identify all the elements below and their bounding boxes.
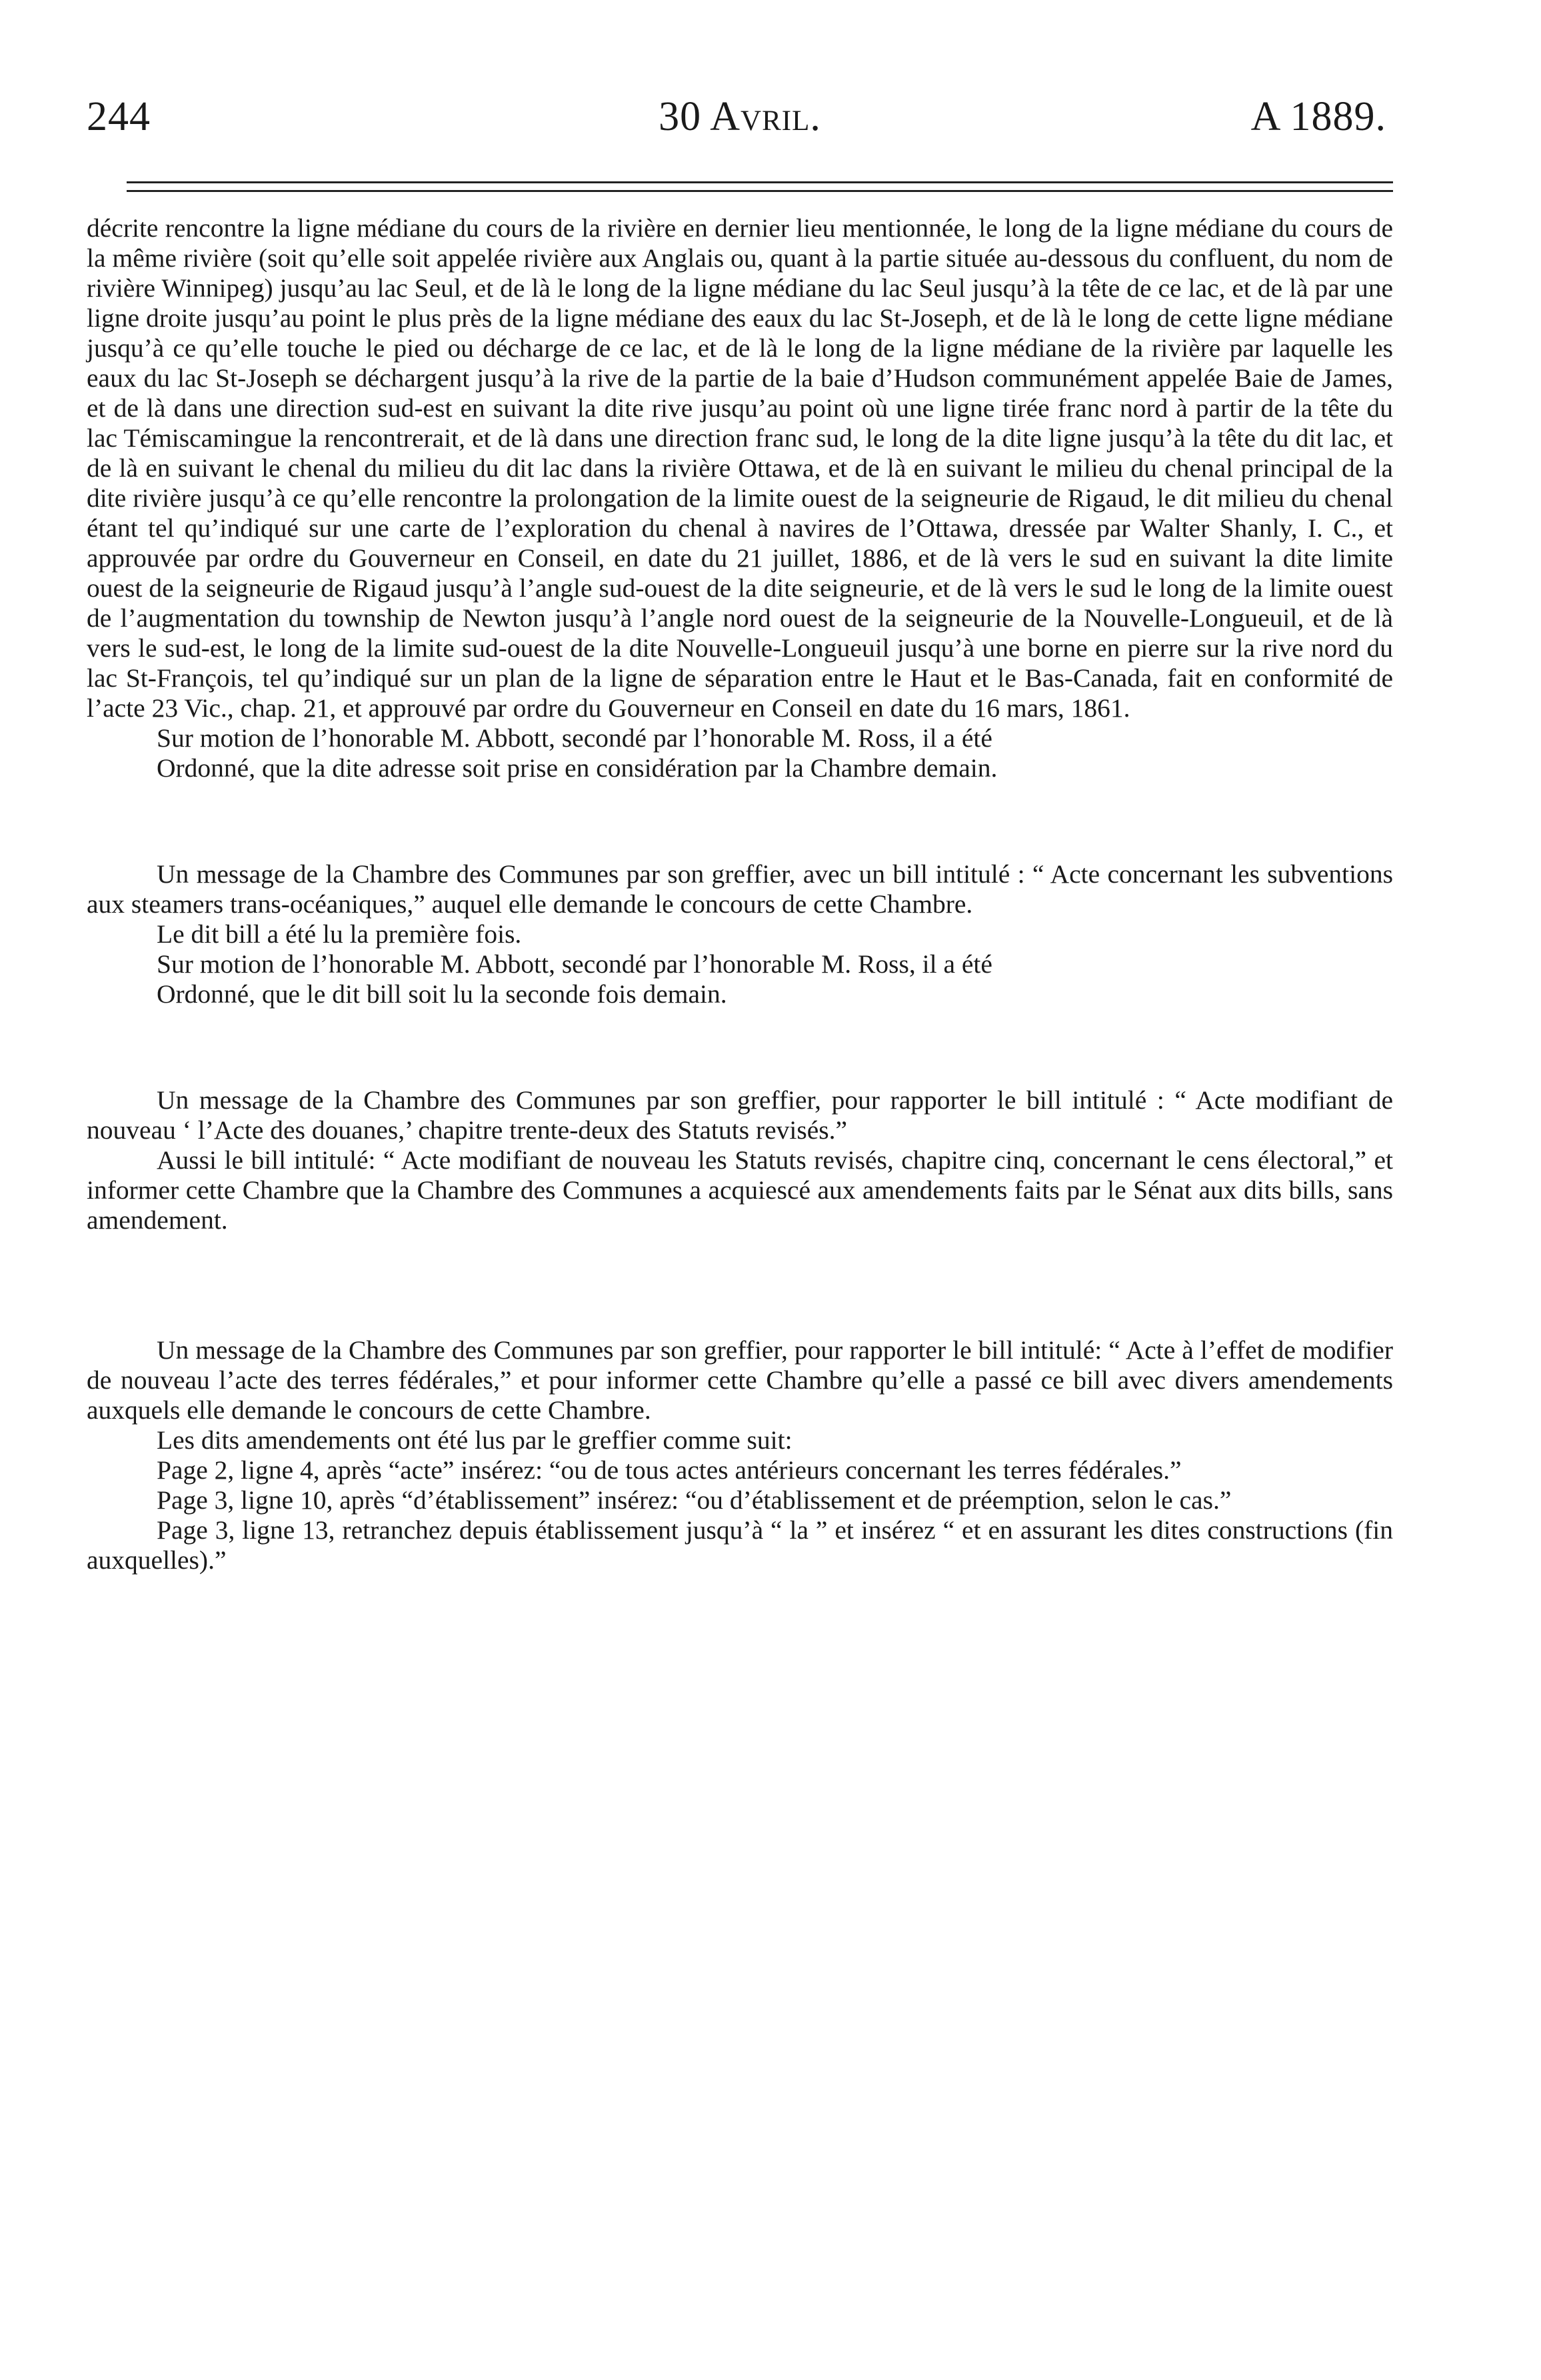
- paragraph-order: Ordonné, que la dite adresse soit prise en considération par la Chambre demain.: [157, 753, 998, 783]
- paragraph-motion-2: Sur motion de l’honorable M. Abbott, secondé par l’honorable M. Ross, il a été: [157, 949, 992, 979]
- paragraph-message-lands: Un message de la Chambre des Communes par son greffier, pour rapporter le bill intitulé: “ Acte à l’effet de modifier de nouveau l’acte des terres fédérales,” et pour informer cette Chambre qu’elle a passé ce bill avec divers amendements auxquels elle demande le concours de cette Chambre.: [87, 1335, 1393, 1425]
- paragraph-first-reading: Le dit bill a été lu la première fois.: [157, 919, 522, 949]
- page-number: 244: [87, 94, 151, 139]
- paragraph-amendments-read: Les dits amendements ont été lus par le greffier comme suit:: [157, 1425, 792, 1455]
- document-body: [87, 213, 1393, 1575]
- paragraph-message-bill: Un message de la Chambre des Communes par son greffier, avec un bill intitulé : “ Acte concernant les subventions aux steamers trans-océaniques,” auquel elle demande le concours de cette Chambre.: [87, 859, 1393, 919]
- paragraph-motion: Sur motion de l’honorable M. Abbott, secondé par l’honorable M. Ross, il a été: [157, 723, 992, 753]
- paragraph-order-2: Ordonné, que le dit bill soit lu la seconde fois demain.: [157, 979, 727, 1009]
- paragraph-message-customs: Un message de la Chambre des Communes par son greffier, pour rapporter le bill intitulé : “ Acte modifiant de nouveau ‘ l’Acte des douanes,’ chapitre trente-deux des Statuts revisés.”: [87, 1085, 1393, 1145]
- document-page: [87, 0, 1393, 2380]
- paragraph-amendment-1: Page 2, ligne 4, après “acte” insérez: “ou de tous actes antérieurs concernant les terres fédérales.”: [157, 1455, 1182, 1485]
- page-year: A 1889.: [1250, 94, 1386, 139]
- paragraph-boundary-description: décrite rencontre la ligne médiane du cours de la rivière en dernier lieu mentionnée, le long de la ligne médiane du cours de la même rivière (soit qu’elle soit appelée rivière aux Anglais ou, quant à la partie située au-dessous du confluent, du nom de rivière Winnipeg) jusqu’au lac Seul, et de là le long de la ligne médiane du lac Seul jusqu’à la tête de ce lac, et de là par une ligne droite jusqu’au point le plus près de la ligne médiane des eaux du lac St-Joseph, et de là le long de cette ligne médiane jusqu’à ce qu’elle touche le pied ou décharge de ce lac, et de là le long de la ligne médiane de la rivière par laquelle les eaux du lac St-Joseph se déchargent jusqu’à la rive de la partie de la baie d’Hudson communément appelée Baie de James, et de là dans une direction sud-est en suivant la dite rive jusqu’au point où une ligne tirée franc nord à partir de la tête du lac Témiscamingue la rencontrerait, et de là dans une direction franc sud, le long de la dite ligne jusqu’à la tête du dit lac, et de là en suivant le chenal du milieu du dit lac dans la rivière Ottawa, et de là en suivant le milieu du chenal principal de la dite rivière jusqu’à ce qu’elle rencontre la prolongation de la limite ouest de la seigneurie de Rigaud, le dit milieu du chenal étant tel qu’indiqué sur une carte de l’exploration du chenal à navires de l’Ottawa, dressée par Walter Shanly, I. C., et approuvée par ordre du Gouverneur en Conseil, en date du 21 juillet, 1886, et de là vers le sud en suivant la dite limite ouest de la seigneurie de Rigaud jusqu’à l’angle sud-ouest de la dite seigneurie, et de là vers le sud le long de la limite ouest de l’augmentation du township de Newton jusqu’à l’angle nord ouest de la seigneurie de la Nouvelle-Longueuil, et de là vers le sud-est, le long de la limite sud-ouest de la dite Nouvelle-Longueuil jusqu’à une borne en pierre sur la rive nord du lac St-François, tel qu’indiqué sur un plan de la ligne de séparation entre le Haut et le Bas-Canada, fait en conformité de l’acte 23 Vic., chap. 21, et approuvé par ordre du Gouverneur en Conseil en date du 16 mars, 1861.: [87, 213, 1393, 723]
- header-double-rule: [127, 181, 1393, 192]
- paragraph-electoral-bill: Aussi le bill intitulé: “ Acte modifiant de nouveau les Statuts revisés, chapitre cinq, concernant le cens électoral,” et informer cette Chambre que la Chambre des Communes a acquiescé aux amendements faits par le Sénat aux dits bills, sans amendement.: [87, 1145, 1393, 1235]
- page-header: [87, 93, 1393, 147]
- paragraph-amendment-2: Page 3, ligne 10, après “d’établissement” insérez: “ou d’établissement et de préemption, selon le cas.”: [157, 1485, 1232, 1515]
- paragraph-amendment-3: Page 3, ligne 13, retranchez depuis établissement jusqu’à “ la ” et insérez “ et en assurant les dites constructions (fin auxquelles).”: [87, 1515, 1393, 1575]
- page-date: 30 Avril.: [659, 94, 821, 139]
